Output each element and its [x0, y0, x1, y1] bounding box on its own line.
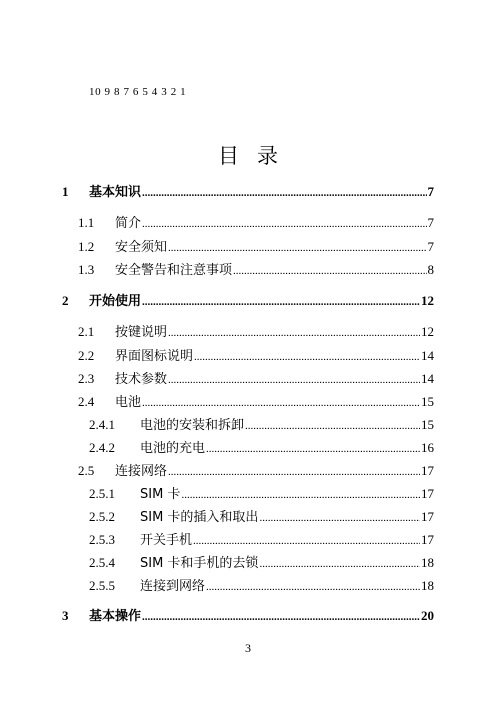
toc-entry-number: 2 [62, 293, 69, 308]
toc-entry-title: SIM 卡的插入和取出 [140, 510, 259, 525]
toc-entry-title: 电池的安装和拆卸 [140, 418, 245, 433]
toc-leader-dots [142, 394, 420, 412]
toc-entry-number: 2.4.1 [89, 417, 115, 432]
toc-entry-page: 7 [427, 215, 434, 230]
toc-leader-dots [142, 608, 420, 626]
toc-entry-title: 技术参数 [115, 372, 168, 387]
toc-entry-section[interactable] [78, 238, 434, 256]
toc-entry-number: 2.5 [78, 463, 95, 478]
toc-title-char: 目 [218, 144, 239, 168]
toc-entry-subsection[interactable] [89, 554, 434, 572]
toc-entry-title: 界面图标说明 [115, 349, 194, 364]
page-number: 3 [245, 641, 251, 655]
toc-leader-dots [168, 324, 420, 342]
toc-leader-dots [181, 486, 420, 504]
toc-entry-page: 18 [421, 555, 434, 570]
toc-entry-section[interactable] [78, 370, 434, 388]
toc-entry-number: 1 [62, 184, 69, 199]
toc-entry-page: 8 [427, 262, 434, 277]
toc-entry-number: 2.5.5 [89, 578, 115, 593]
toc-entry-page: 17 [421, 486, 434, 501]
toc-entry-page: 14 [421, 348, 434, 363]
toc-entry-chapter[interactable] [62, 292, 434, 310]
toc-entry-title: 开始使用 [89, 294, 142, 309]
toc-entry-page: 20 [421, 608, 434, 623]
toc-entry-subsection[interactable] [89, 485, 434, 503]
toc-entry-number: 2.5.2 [89, 509, 115, 524]
toc-entry-number: 1.2 [78, 239, 95, 254]
toc-entry-title: 简介 [115, 216, 142, 231]
toc-entry-subsection[interactable] [89, 439, 434, 457]
toc-entry-section[interactable] [78, 323, 434, 341]
toc-entry-page: 16 [421, 440, 434, 455]
toc-entry-page: 7 [427, 239, 434, 254]
toc-entry-number: 2.5.4 [89, 555, 115, 570]
toc-entry-chapter[interactable] [62, 607, 434, 625]
toc-entry-number: 2.4 [78, 394, 95, 409]
toc-entry-title: 安全须知 [115, 240, 168, 255]
toc-entry-subsection[interactable] [89, 416, 434, 434]
toc-entry-page: 17 [421, 532, 434, 547]
toc-entry-page: 12 [421, 324, 434, 339]
toc-leader-dots [206, 440, 420, 458]
toc-entry-title: 按键说明 [115, 325, 168, 340]
toc-entry-title: 基本操作 [89, 609, 142, 624]
toc-entry-section[interactable] [78, 261, 434, 279]
toc-entry-title: 连接网络 [115, 464, 168, 479]
toc-leader-dots [193, 532, 420, 550]
toc-entry-number: 1.1 [78, 215, 95, 230]
toc-entry-title: 电池 [115, 395, 142, 410]
toc-leader-dots [194, 348, 420, 366]
toc-leader-dots [259, 509, 420, 527]
toc-entry-subsection[interactable] [89, 531, 434, 549]
toc-entry-number: 2.3 [78, 371, 95, 386]
toc-entry-number: 2.2 [78, 348, 95, 363]
toc-entry-number: 3 [62, 608, 69, 623]
toc-entry-number: 2.1 [78, 324, 95, 339]
toc-leader-dots [168, 371, 420, 389]
toc-leader-dots [168, 463, 420, 481]
toc-leader-dots [206, 578, 420, 596]
toc-entry-number: 2.4.2 [89, 440, 115, 455]
toc-entry-subsection[interactable] [89, 577, 434, 595]
toc-entry-title: 基本知识 [89, 185, 142, 200]
toc-entry-page: 18 [421, 578, 434, 593]
toc-leader-dots [168, 239, 426, 257]
toc-entry-number: 1.3 [78, 262, 95, 277]
toc-entry-title: 连接到网络 [140, 579, 206, 594]
toc-title [0, 140, 496, 170]
toc-entry-page: 7 [427, 184, 434, 199]
toc-title-char: 录 [257, 144, 278, 168]
toc-leader-dots [259, 555, 420, 573]
toc-leader-dots [245, 417, 420, 435]
toc-entry-title: 安全警告和注意事项 [115, 263, 233, 278]
toc-entry-section[interactable] [78, 462, 434, 480]
toc-leader-dots [142, 215, 426, 233]
printing-sequence: 10 9 8 7 6 5 4 3 2 1 [89, 86, 187, 98]
toc-entry-section[interactable] [78, 393, 434, 411]
toc-entry-page: 15 [421, 417, 434, 432]
toc-entry-page: 17 [421, 509, 434, 524]
toc-entry-number: 2.5.1 [89, 486, 115, 501]
toc-entry-section[interactable] [78, 347, 434, 365]
toc-leader-dots [142, 293, 420, 311]
toc-entry-section[interactable] [78, 214, 434, 232]
toc-entry-page: 17 [421, 463, 434, 478]
toc-entry-title: 开关手机 [140, 533, 193, 548]
toc-entry-title: 电池的充电 [140, 441, 206, 456]
toc-entry-title: SIM 卡和手机的去锁 [140, 556, 259, 571]
toc-entry-number: 2.5.3 [89, 532, 115, 547]
toc-entry-subsection[interactable] [89, 508, 434, 526]
toc-entry-page: 15 [421, 394, 434, 409]
toc-entry-page: 12 [421, 293, 434, 308]
toc-entry-page: 14 [421, 371, 434, 386]
toc-entry-title: SIM 卡 [140, 487, 181, 502]
toc-entry-chapter[interactable] [62, 183, 434, 201]
toc-leader-dots [142, 184, 426, 202]
toc-leader-dots [233, 262, 426, 280]
